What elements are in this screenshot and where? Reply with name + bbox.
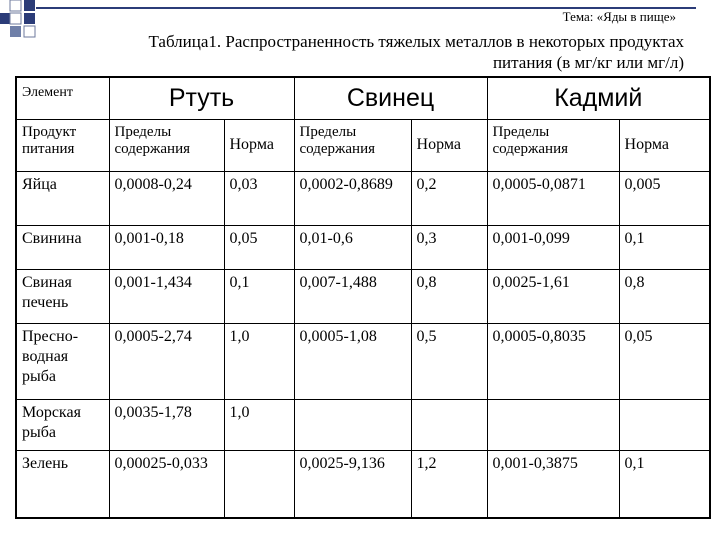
element-header: Элемент <box>16 77 109 119</box>
table-row <box>16 451 710 518</box>
data-cell: 0,05 <box>619 323 710 399</box>
heavy-metals-table <box>15 76 711 519</box>
mercury-range-header: Пределы содержания <box>109 119 224 171</box>
data-cell <box>294 399 411 450</box>
data-cell: 1,0 <box>224 323 294 399</box>
product-cell: Зелень <box>16 451 109 518</box>
data-cell: 0,2 <box>411 171 487 225</box>
data-cell: 0,0002-0,8689 <box>294 171 411 225</box>
product-cell: Свинина <box>16 226 109 270</box>
data-cell: 1,2 <box>411 451 487 518</box>
data-cell: 0,05 <box>224 226 294 270</box>
data-cell: 0,0005-1,08 <box>294 323 411 399</box>
table-title <box>30 31 684 73</box>
title-line-1: Таблица1. Распространенность тяжелых металлов в некоторых продуктах <box>148 32 684 51</box>
lead-range-header: Пределы содержания <box>294 119 411 171</box>
mercury-norm-header: Норма <box>224 119 294 171</box>
data-cell: 0,0005-0,8035 <box>487 323 619 399</box>
data-cell: 0,0025-1,61 <box>487 270 619 323</box>
data-cell: 0,0035-1,78 <box>109 399 224 450</box>
data-cell: 0,5 <box>411 323 487 399</box>
data-cell: 1,0 <box>224 399 294 450</box>
metal-header-row <box>16 77 710 119</box>
topic-label: Тема: «Яды в пище» <box>562 9 676 24</box>
product-cell: Свиная печень <box>16 270 109 323</box>
product-cell: Морская рыба <box>16 399 109 450</box>
data-cell: 0,0005-0,0871 <box>487 171 619 225</box>
data-cell: 0,1 <box>619 226 710 270</box>
table-row <box>16 226 710 270</box>
data-cell <box>619 399 710 450</box>
data-cell <box>224 451 294 518</box>
data-cell: 0,00025-0,033 <box>109 451 224 518</box>
cadmium-norm-header: Норма <box>619 119 710 171</box>
table-row <box>16 171 710 225</box>
data-cell: 0,1 <box>619 451 710 518</box>
product-header: Продукт питания <box>16 119 109 171</box>
data-cell: 0,1 <box>224 270 294 323</box>
subheader-row <box>16 119 710 171</box>
mercury-header: Ртуть <box>109 77 294 119</box>
data-cell: 0,8 <box>411 270 487 323</box>
table-row <box>16 270 710 323</box>
data-cell: 0,8 <box>619 270 710 323</box>
data-cell: 0,001-1,434 <box>109 270 224 323</box>
title-line-2: питания (в мг/кг или мг/л) <box>492 53 684 72</box>
data-cell <box>487 399 619 450</box>
data-cell: 0,001-0,18 <box>109 226 224 270</box>
data-cell: 0,01-0,6 <box>294 226 411 270</box>
data-cell: 0,005 <box>619 171 710 225</box>
data-cell: 0,0025-9,136 <box>294 451 411 518</box>
lead-norm-header: Норма <box>411 119 487 171</box>
lead-header: Свинец <box>294 77 487 119</box>
data-cell: 0,001-0,099 <box>487 226 619 270</box>
data-cell: 0,0005-2,74 <box>109 323 224 399</box>
data-cell: 0,001-0,3875 <box>487 451 619 518</box>
data-cell: 0,03 <box>224 171 294 225</box>
cadmium-range-header: Пределы содержания <box>487 119 619 171</box>
product-cell: Пресно-водная рыба <box>16 323 109 399</box>
product-cell: Яйца <box>16 171 109 225</box>
data-cell: 0,3 <box>411 226 487 270</box>
data-cell: 0,007-1,488 <box>294 270 411 323</box>
data-cell: 0,0008-0,24 <box>109 171 224 225</box>
data-cell <box>411 399 487 450</box>
cadmium-header: Кадмий <box>487 77 710 119</box>
table-row <box>16 399 710 450</box>
table-row <box>16 323 710 399</box>
